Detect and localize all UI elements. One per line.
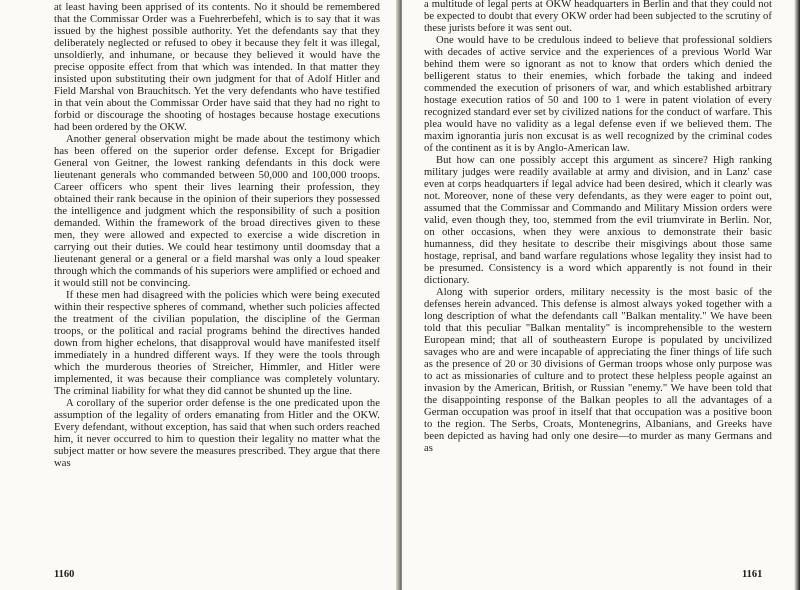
right-page-text [424,0,772,455]
right-page [402,0,800,590]
left-page-text [54,2,380,470]
paragraph: One would have to be credulous indeed to believe that professional soldiers with decades of active service and the experiences of a previous World War behind them were so ignorant as not to know that orders which denied the belligerent status to their enemies, which forbade the taking and indeed commended the execution of prisoners of war, and which established arbitrary hostage execution ratios of 50 and 100 to 1 were in patent violation of every recognized standard ever set by civilized nations for the conduct of warfare. This plea would have no validity as a legal defense even if we believed them. The maxim ignorantia juris non excusat is as well recognized by the criminal codes of the continent as it is by Anglo-American law. [424,35,772,154]
paragraph: at least having been apprised of its contents. No it should be remembered that the Commissar Order was a Fuehrerbefehl, which is to say that it was issued by the highest possible authority. Yet the defendants say that they deliberately neglected or refused to obey it because they felt it was illegal, unsoldierly, and inhumane, or because they believed it would have the precise opposite effect from that which was intended. In that matter they insisted upon substituting their own judgment for that of Adolf Hitler and Field Marshal von Brauchitsch. Yet the very defendants who have testified in that vein about the Commissar Order have said that they had no right to forbid or discourage the shooting of hostages because hostage executions had been ordered by the OKW. [54,2,380,133]
paragraph: But how can one possibly accept this argument as sincere? High ranking military judges were readily available at army and division, and in Lanz' case even at corps headquarters if legal advice had been desired, which it clearly was not. Moreover, none of these very defendants, as they were eager to point out, assumed that the Commissar and Commando and Military Mission orders were valid, even though they, too, stemmed from the evil triumvirate in Berlin. Nor, on other occasions, when they were anxious to demonstrate their basic humanness, did they hesitate to describe their misgivings about those same hostage, reprisal, and band warfare regulations whose legality they insist had to be presumed. Consistency is a word which apparently is not found in their dictionary. [424,155,772,286]
page-number-left: 1160 [54,569,75,580]
page-edge-shadow [794,0,800,590]
paragraph: If these men had disagreed with the policies which were being executed within their respective spheres of command, whether such policies affected the treatment of the civilian population, the discipline of the German troops, or the political and racial programs behind the directives handed down from higher echelons, that disapproval would have manifested itself immediately in a hundred different ways. If they were the tools through which the murderous theories of Streicher, Himmler, and Hitler were implemented, it was because their compliance was completely voluntary. The criminal liability for what they did cannot be shunted up the line. [54,290,380,397]
page-number-right: 1161 [742,569,763,580]
paragraph: A corollary of the superior order defense is the one predicated upon the assumption of the legality of orders emanating from Hitler and the OKW. Every defendant, without exception, has said that when such orders reached him, it never occurred to him to question their legality no matter what the subject matter or how severe the measures prescribed. They argue that there was [54,398,380,469]
paragraph: Another general observation might be made about the testimony which has been offered on the superior order defense. Except for Brigadier General von Geitner, the lowest ranking defendants in this dock were lieutenant generals who commanded between 50,000 and 100,000 troops. Career officers who spent their lives learning their profession, they obtained their rank because in the opinion of their superiors they possessed the intelligence and judgment which the responsibility of such a position demanded. Within the framework of the broad directives given to these men, they were allowed and expected to exercise a wide discretion in carrying out their duties. We could hear testimony until doomsday that a lieutenant general or a general or a field marshal was only a loud speaker through which the commands of his superiors were amplified or echoed and it would still not be convincing. [54,134,380,289]
paragraph: Along with superior orders, military necessity is the most basic of the defenses herein advanced. This defense is almost always yoked together with a long description of what the defendants call "Balkan mentality." We have been told that this peculiar "Balkan mentality" is incomprehensible to the western European mind; that all of southeastern Europe is populated by uncivilized savages who are and were incapable of appreciating the finer things of life such as the presence of 20 or 30 divisions of German troops whose only purpose was to act as missionaries of culture and to protect these helpless people against an invasion by the American, British, or Russian "enemy." We have been told that the disappointing response of the Balkan peoples to all the advantages of a German occupation was proof in itself that that occupation was a positive boon to the region. The Serbs, Croats, Montenegrins, Albanians, and Greeks have been depicted as having had only one desire—to murder as many Germans and as [424,287,772,454]
paragraph: a multitude of legal perts at OKW headquarters in Berlin and that they could not be expected to doubt that every OKW order had been subjected to the scrutiny of these jurists before it was sent out. [424,0,772,34]
left-page [0,0,398,590]
